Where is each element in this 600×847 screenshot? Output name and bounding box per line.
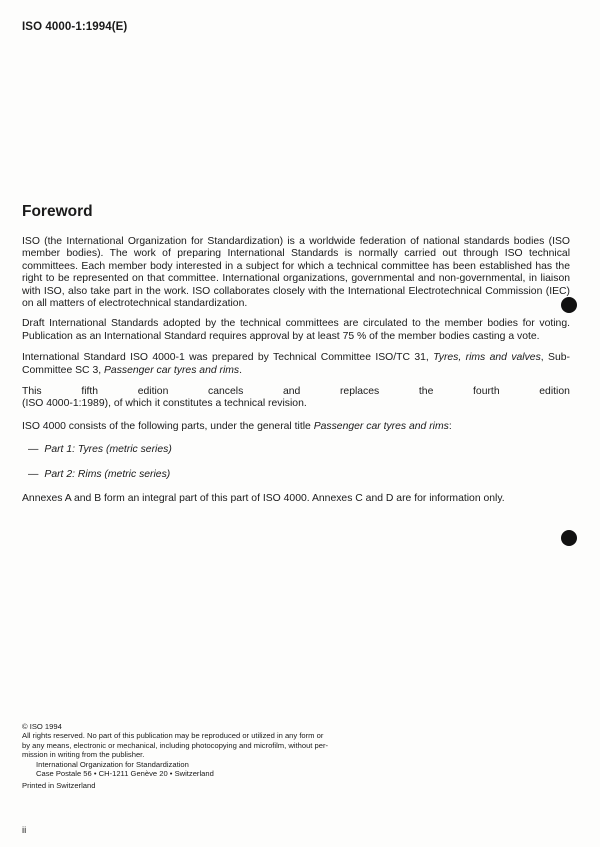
edition-word: This [22,386,42,398]
paragraph-draft-standards: Draft International Standards adopted by the technical committees are circulated to the member bodies for voting. Publication as an International Standard requires approval by at least 75 % of the member bodies casting a vote. [22,318,570,342]
committee-title: Tyres, rims and valves [433,352,541,364]
parts-text-a: ISO 4000 consists of the following parts, under the general title [22,420,314,432]
list-dash: — [28,468,39,480]
punch-hole-dot [561,297,577,313]
subcommittee-title: Passenger car tyres and rims [104,364,240,376]
edition-word: fifth [81,386,99,398]
paragraph-edition [22,386,570,411]
copyright-footer [22,722,572,791]
edition-word: fourth [473,386,500,398]
edition-line-2: (ISO 4000-1:1989), of which it constitutes a technical revision. [22,398,307,410]
page-number: ii [22,825,27,836]
rights-line: mission in writing from the publisher. [22,750,145,760]
printed-in: Printed in Switzerland [22,781,96,791]
list-dash: — [28,444,39,456]
list-item [28,469,570,481]
paragraph-prepared-by [22,352,570,377]
prepared-by-text-e: . [239,364,243,376]
rights-line: All rights reserved. No part of this publication may be reproduced or utilized in any form or [22,731,324,741]
list-item-text: Part 2: Rims (metric series) [44,468,171,480]
edition-word: cancels [208,386,244,398]
page-title: Foreword [22,203,93,220]
organization-address: Case Postale 56 • CH-1211 Genève 20 • Switzerland [36,769,214,779]
copyright-line: © ISO 1994 [22,722,62,731]
parts-text-c: : [448,420,452,432]
paragraph-parts [22,421,570,433]
edition-word: and [282,386,301,398]
foreword-body [22,236,570,516]
rights-line: by any means, electronic or mechanical, including photocopying and microfilm, without per- [22,740,329,750]
list-item-text: Part 1: Tyres (metric series) [44,444,172,456]
general-title: Passenger car tyres and rims [313,420,449,432]
edition-word: edition [539,386,570,398]
document-code: ISO 4000-1:1994(E) [22,21,128,33]
edition-word: edition [137,386,169,398]
edition-word: the [418,386,434,398]
paragraph-iso-intro: ISO (the International Organization for Standardization) is a worldwide federation of national standards bodies (ISO member bodies). The work of preparing International Standards is normally carried out through ISO technical committees. Each member body interested in a subject for which a technical committee has been established has the right to be represented on that committee. International organizations, governmental and non-governmental, in liaison with ISO, also take part in the work. ISO collaborates closely with the International Electrotechnical Commission (IEC) on all matters of electrotechnical standardization. [22,236,570,310]
organization-name: International Organization for Standardization [36,759,189,769]
prepared-by-text-c: , Sub-Committee SC 3, [22,352,570,376]
punch-hole-dot [561,530,577,546]
list-item [28,444,570,456]
edition-word: replaces [339,386,380,398]
paragraph-annexes: Annexes A and B form an integral part of this part of ISO 4000. Annexes C and D are for information only. [22,493,505,505]
edition-line-1 [22,386,570,398]
prepared-by-text-a: International Standard ISO 4000-1 was prepared by Technical Committee ISO/TC 31, [22,352,434,364]
